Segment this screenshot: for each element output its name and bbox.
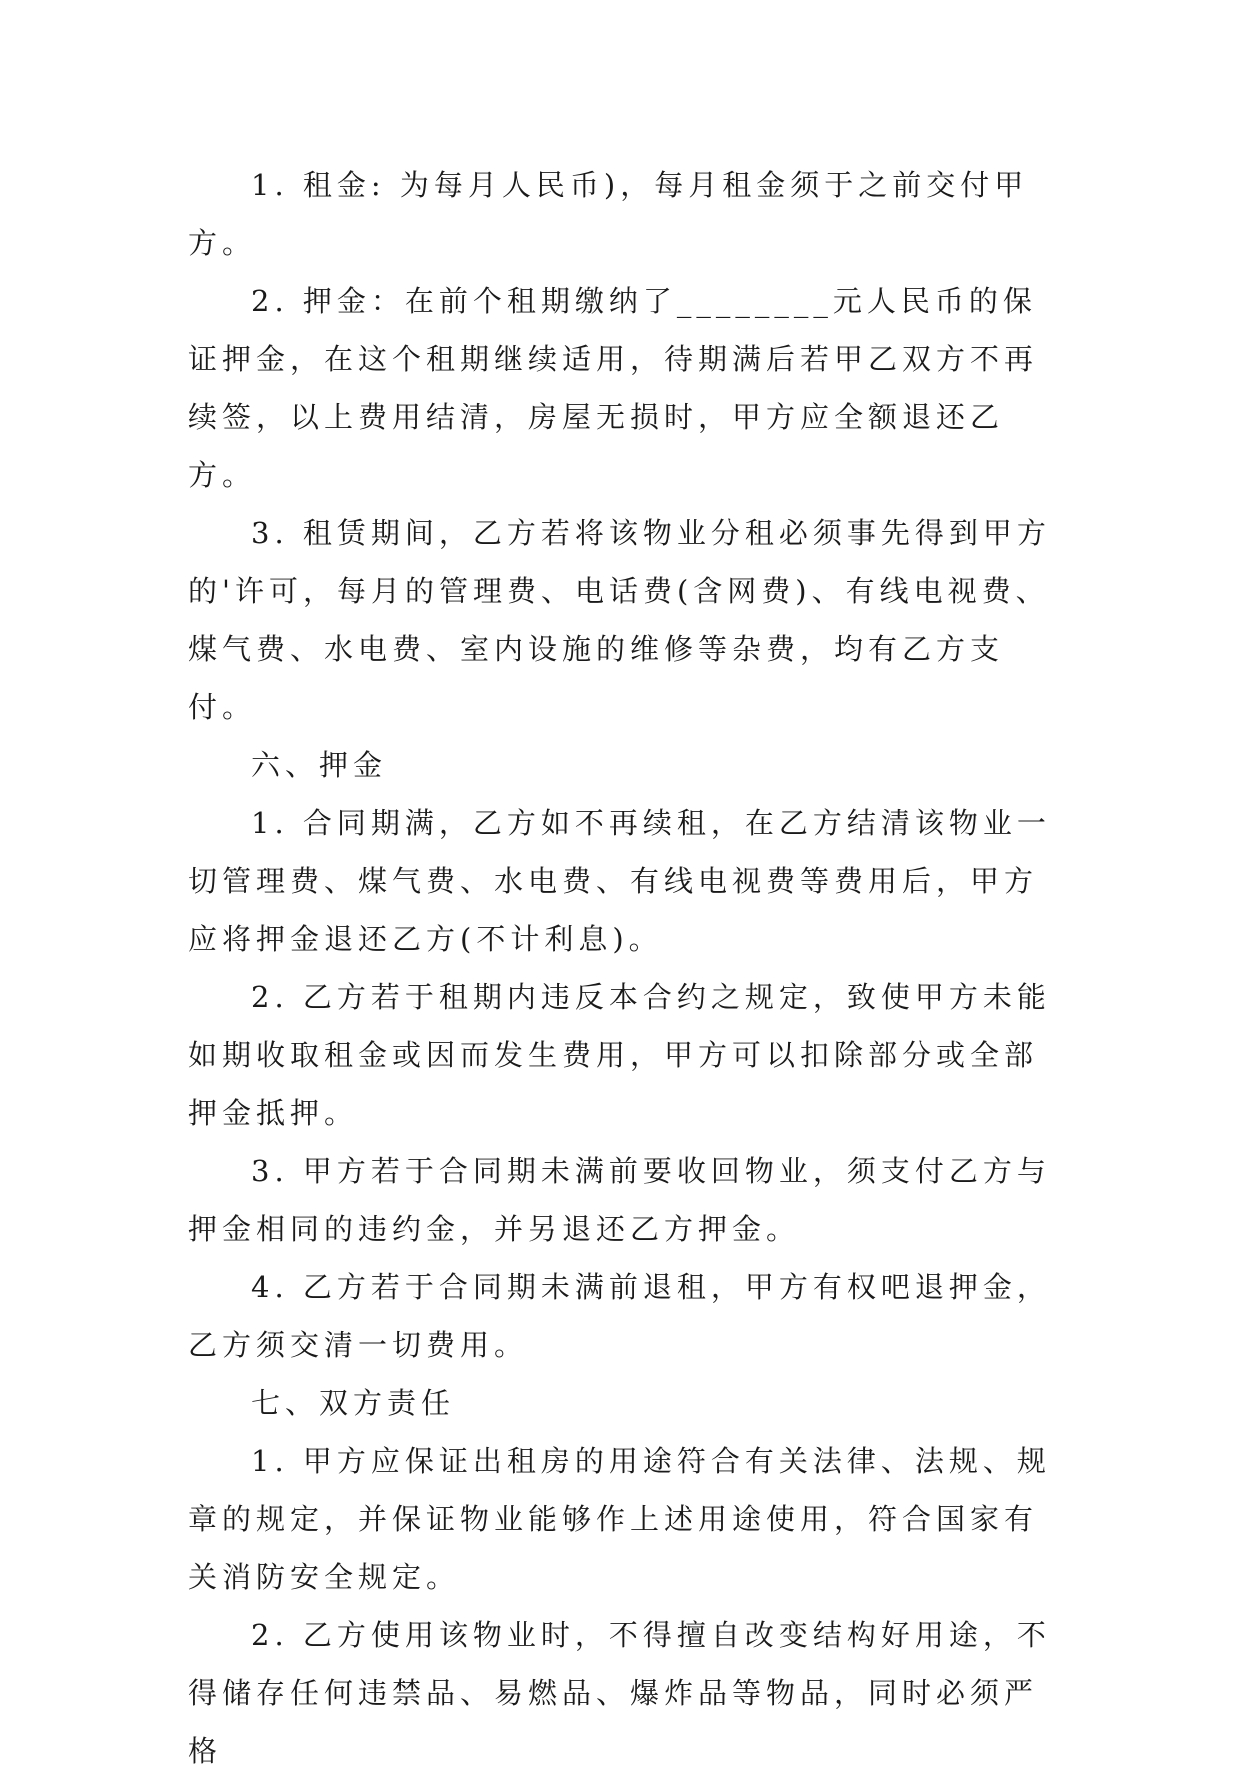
section-heading-responsibilities: 七、双方责任	[251, 1386, 456, 1420]
clause-tenant-responsibility: 2. 乙方使用该物业时，不得擅自改变结构好用途，不得储存任何违禁品、易燃品、爆炸品等物品，同时必须严格	[188, 1618, 1051, 1768]
clause-sublease-fees: 3. 租赁期间，乙方若将该物业分租必须事先得到甲方的'许可，每月的管理费、电话费(含网费)、有线电视费、煤气费、水电费、室内设施的维修等杂费，均有乙方支付。	[188, 516, 1051, 724]
clause-deposit-refund: 1. 合同期满，乙方如不再续租，在乙方结清该物业一切管理费、煤气费、水电费、有线电视费等费用后，甲方应将押金退还乙方(不计利息)。	[188, 806, 1051, 956]
clause-deposit-deduction: 2. 乙方若于租期内违反本合约之规定，致使甲方未能如期收取租金或因而发生费用，甲方可以扣除部分或全部押金抵押。	[188, 980, 1051, 1130]
section-heading-deposit: 六、押金	[251, 748, 388, 782]
clause-tenant-early-termination: 4. 乙方若于合同期未满前退租，甲方有权吧退押金，乙方须交清一切费用。	[188, 1270, 1051, 1362]
clause-deposit: 2. 押金：在前个租期缴纳了________元人民币的保证押金，在这个租期继续适用，待期满后若甲乙双方不再续签，以上费用结清，房屋无损时，甲方应全额退还乙方。	[188, 284, 1039, 492]
clause-landlord-responsibility: 1. 甲方应保证出租房的用途符合有关法律、法规、规章的规定，并保证物业能够作上述用途使用，符合国家有关消防安全规定。	[188, 1444, 1051, 1594]
document-body	[188, 156, 1058, 1780]
clause-rent: 1. 租金: 为每月人民币)，每月租金须于之前交付甲方。	[188, 168, 1029, 260]
clause-landlord-early-termination: 3. 甲方若于合同期未满前要收回物业，须支付乙方与押金相同的违约金，并另退还乙方押金。	[188, 1154, 1051, 1246]
